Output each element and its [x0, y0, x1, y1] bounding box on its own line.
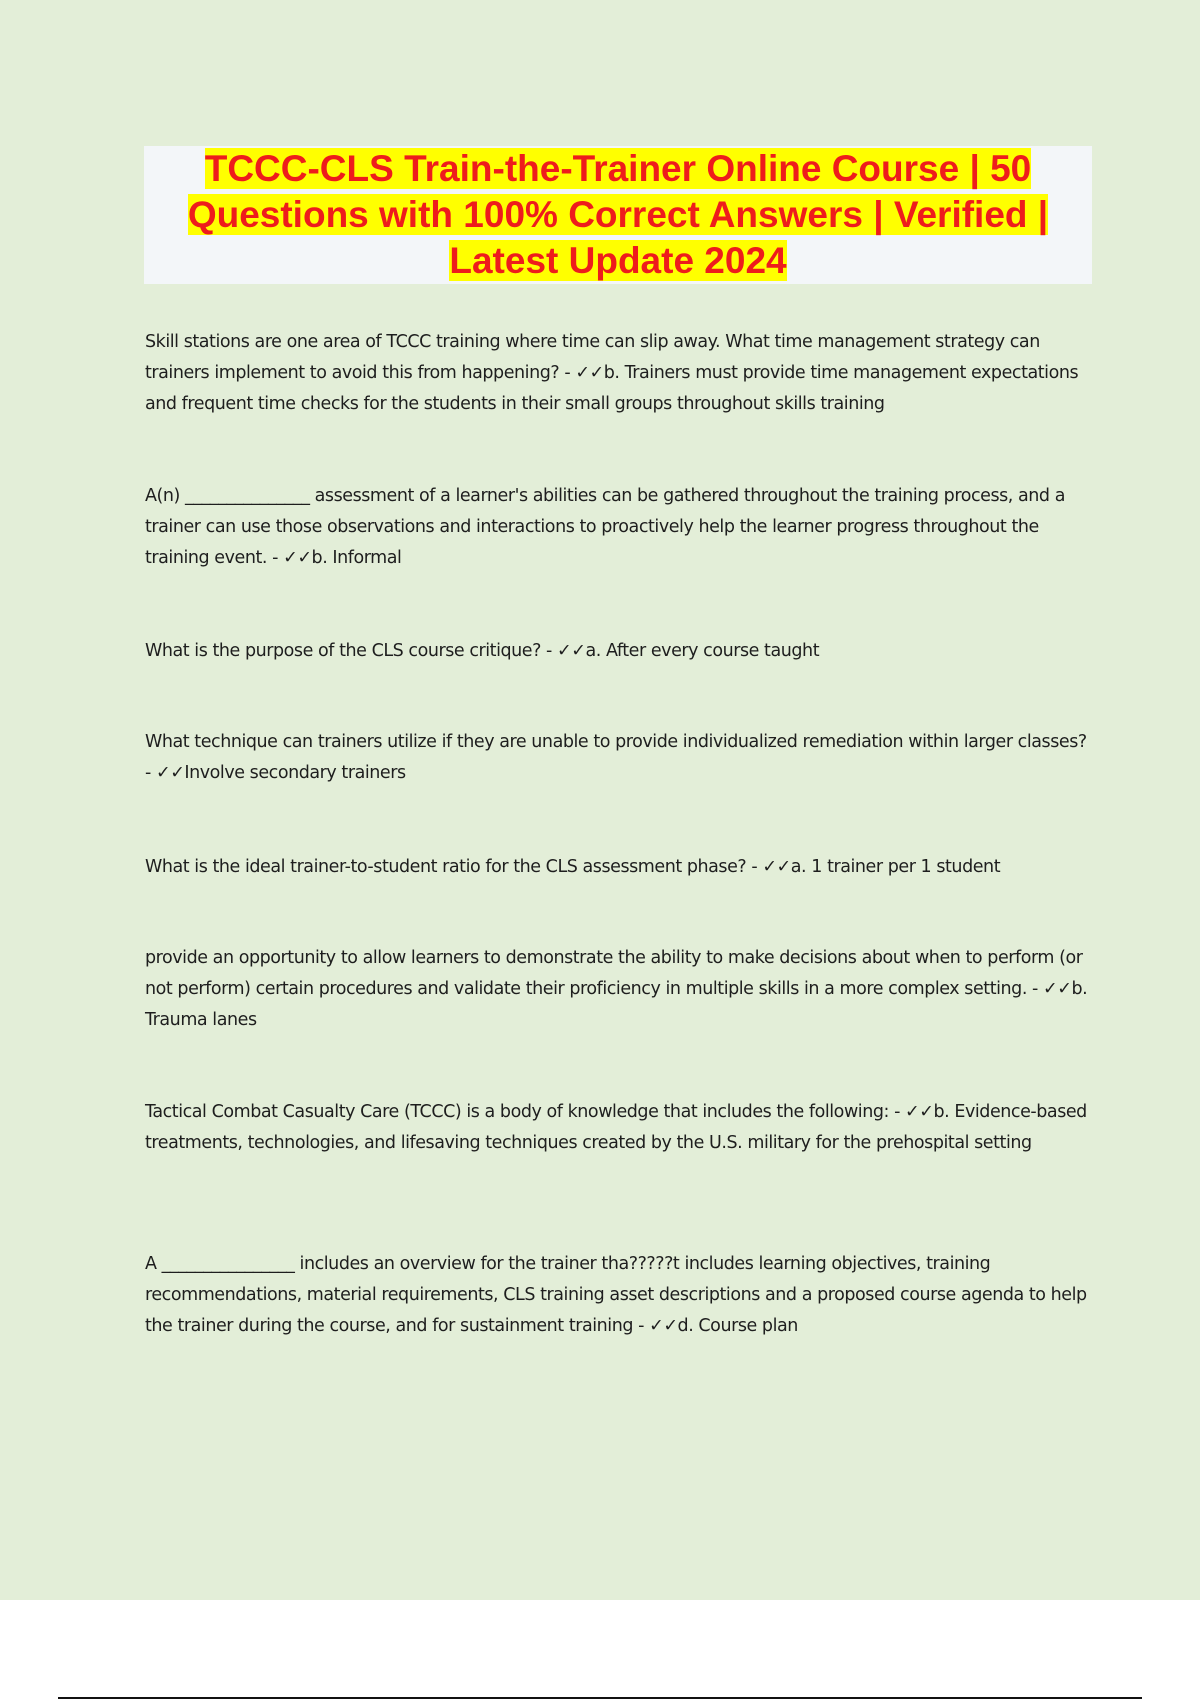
- qa-item-8: A ________________ includes an overview for the trainer tha?????t includes learning objectives, training recommendations, material requirements, CLS training asset descriptions and a proposed course agenda to help the trainer during the course, and for sustainment training - ✓✓d. Course plan: [145, 1254, 1087, 1336]
- title-line-1: TCCC-CLS Train-the-Trainer Online Course | 50: [204, 148, 1032, 189]
- qa-item-6: provide an opportunity to allow learners to demonstrate the ability to make decisions about when to perform (or not perform) certain procedures and validate their proficiency in multiple skills in a more complex setting. - ✓✓b. Trauma lanes: [145, 948, 1088, 1030]
- qa-item-4: What technique can trainers utilize if they are unable to provide individualized remediation within larger classes? - ✓✓Involve secondary trainers: [145, 732, 1087, 783]
- qa-item-3: What is the purpose of the CLS course critique? - ✓✓a. After every course taught: [145, 641, 820, 661]
- qa-item-2: A(n) _______________ assessment of a learner's abilities can be gathered throughout the training process, and a trainer can use those observations and interactions to proactively help the learner progress throughout the training event. - ✓✓b. Informal: [145, 486, 1065, 568]
- title-line-2: Questions with 100% Correct Answers | Verified |: [187, 194, 1049, 235]
- document-title: [144, 146, 1092, 284]
- qa-item-7: Tactical Combat Casualty Care (TCCC) is a body of knowledge that includes the following: - ✓✓b. Evidence-based treatments, technologies, and lifesaving techniques created by the U.S. military for the prehospital setting: [145, 1102, 1087, 1153]
- qa-item-5: What is the ideal trainer-to-student ratio for the CLS assessment phase? - ✓✓a. 1 trainer per 1 student: [145, 857, 1001, 877]
- qa-item-1: Skill stations are one area of TCCC training where time can slip away. What time management strategy can trainers implement to avoid this from happening? - ✓✓b. Trainers must provide time management expectations and frequent time checks for the students in their small groups throughout skills training: [145, 332, 1079, 414]
- footer-rule: [58, 1697, 1142, 1699]
- title-line-3: Latest Update 2024: [449, 240, 787, 281]
